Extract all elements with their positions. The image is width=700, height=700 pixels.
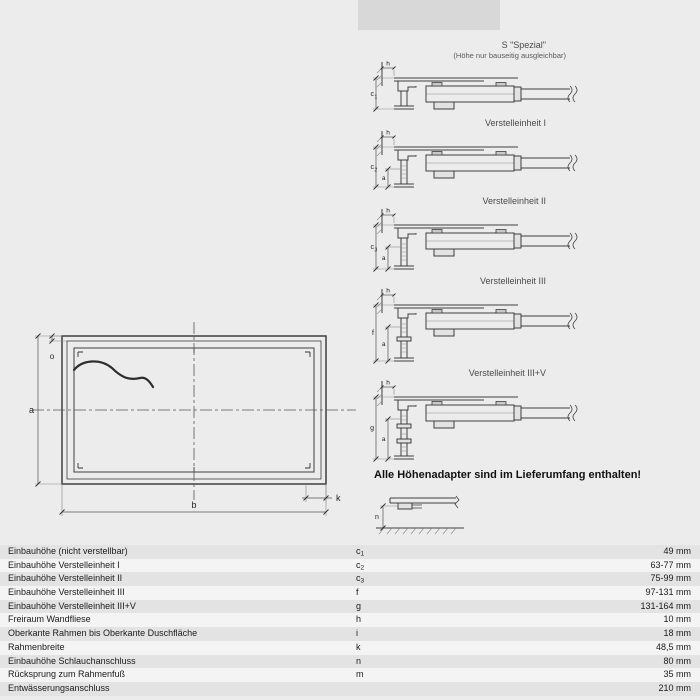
- included-note: Alle Höhenadapter sind im Lieferumfang enthalten!: [374, 469, 642, 481]
- top-shading: [358, 0, 500, 30]
- spec-row: [0, 627, 700, 641]
- spec-symbol: f: [356, 587, 359, 598]
- unit-label: Verstelleinheit III: [479, 276, 546, 286]
- spec-row: [0, 668, 700, 682]
- dim-label-sub: 1: [374, 94, 378, 101]
- spec-symbol: g: [356, 600, 362, 611]
- unit-label: Verstelleinheit III+V: [468, 368, 546, 378]
- dim-label-main: c: [370, 91, 374, 98]
- spec-label: Einbauhöhe Verstelleinheit III: [8, 587, 125, 598]
- dim-label-a: a: [381, 175, 386, 182]
- section-drawing: [368, 207, 623, 273]
- spec-symbol: m: [356, 669, 364, 680]
- spec-value: 48,5 mm: [655, 641, 691, 652]
- spec-value: 35 mm: [663, 669, 691, 680]
- spec-row: [0, 572, 700, 586]
- section-verstelleinheit-1: [368, 118, 624, 196]
- dim-label-n: n: [375, 514, 379, 521]
- spec-label: Freiraum Wandfliese: [8, 614, 91, 625]
- spec-symbol: c1: [356, 546, 365, 558]
- spec-label: Einbauhöhe Verstelleinheit II: [8, 573, 123, 584]
- spec-label: Einbauhöhe Schlauchanschluss: [8, 655, 136, 666]
- spec-label: Oberkante Rahmen bis Oberkante Duschfläche: [8, 628, 198, 639]
- dimension-foot: [385, 167, 401, 190]
- section-drawing: [368, 129, 623, 191]
- dimension-height: [370, 76, 394, 112]
- spec-row: [0, 586, 700, 600]
- spec-value: 97-131 mm: [645, 587, 691, 598]
- dim-label-o: o: [49, 352, 55, 361]
- spec-value: 75-99 mm: [650, 573, 691, 584]
- dimension-n: [380, 504, 398, 531]
- center-lines: [32, 322, 356, 500]
- spec-symbol: n: [356, 655, 362, 666]
- unit-label: Verstelleinheit II: [482, 196, 546, 206]
- dim-label-a: a: [29, 405, 35, 415]
- spec-symbol: c2: [356, 559, 365, 572]
- spec-value: 80 mm: [663, 655, 691, 666]
- dim-label-main: f: [372, 330, 374, 337]
- dim-label-h: h: [386, 60, 390, 68]
- spec-value: 10 mm: [663, 614, 691, 625]
- spec-row: [0, 655, 700, 669]
- spec-label: Einbauhöhe (nicht verstellbar): [8, 546, 128, 556]
- adjustable-foot: [394, 318, 414, 361]
- section-drawing: [368, 287, 623, 365]
- dim-label-a: a: [381, 436, 386, 443]
- frame-profile: [390, 496, 459, 509]
- dimension-height: [373, 303, 394, 364]
- spec-symbol: i: [356, 628, 358, 639]
- floor-line: [376, 528, 464, 534]
- dim-label-h: h: [386, 207, 390, 215]
- section-drawing: [368, 60, 623, 116]
- plan-view: [22, 318, 367, 530]
- fixed-foot: [394, 91, 414, 109]
- spec-table: [0, 545, 700, 696]
- spec-value: 49 mm: [663, 546, 691, 556]
- dim-label-h: h: [386, 379, 390, 387]
- section-drawing: [368, 379, 623, 463]
- spec-label: Rahmenbreite: [8, 641, 65, 652]
- section-verstelleinheit-3: [368, 276, 624, 370]
- adjustable-foot: [394, 410, 414, 459]
- hose-connection-drawing: [372, 488, 472, 538]
- section-verstelleinheit-2: [368, 196, 624, 278]
- dim-label-sub: 2: [374, 167, 378, 174]
- dim-label-sub: 3: [374, 247, 378, 254]
- spec-value: 210 mm: [658, 682, 691, 693]
- dimension-k: [302, 484, 332, 502]
- spec-row: [0, 613, 700, 627]
- spec-label: Einbauhöhe Verstelleinheit III+V: [8, 600, 136, 611]
- spec-row: [0, 545, 700, 559]
- dim-label-main: c: [370, 164, 374, 171]
- dimension-height: [373, 395, 394, 462]
- spec-symbol: c3: [356, 573, 365, 585]
- adjustable-foot: [394, 238, 414, 269]
- spec-symbol: [356, 682, 392, 696]
- spec-row: [0, 641, 700, 655]
- dim-label-main: c: [370, 244, 374, 251]
- dim-label-k: k: [336, 493, 341, 503]
- dim-label-h: h: [386, 287, 390, 295]
- dimension-foot: [385, 245, 401, 272]
- dim-label-main: g: [370, 425, 374, 432]
- dim-label-b: b: [191, 500, 197, 510]
- section-verstelleinheit-3v: [368, 368, 624, 468]
- unit-subtitle: (Höhe nur bauseitig ausgleichbar): [453, 51, 566, 60]
- spec-symbol: k: [356, 641, 361, 652]
- unit-label: Verstelleinheit I: [484, 118, 546, 128]
- dim-label-a: a: [381, 341, 386, 348]
- spec-value: 131-164 mm: [640, 600, 691, 611]
- spec-label: Entwässerungsanschluss: [8, 682, 110, 693]
- spec-value: 63-77 mm: [650, 559, 691, 570]
- spec-row: [0, 559, 700, 573]
- dim-label-a: a: [381, 255, 386, 262]
- dim-label-h: h: [386, 129, 390, 137]
- dimension-o: [49, 334, 67, 344]
- adjustable-foot: [394, 160, 414, 187]
- section-s-spezial: [368, 40, 624, 121]
- drain-hose: [74, 361, 153, 387]
- unit-label: S "Spezial": [501, 40, 546, 50]
- spec-label: Einbauhöhe Verstelleinheit I: [8, 559, 120, 570]
- spec-row: [0, 600, 700, 614]
- spec-symbol: h: [356, 614, 362, 625]
- spec-label: Rücksprung zum Rahmenfuß: [8, 669, 126, 680]
- spec-value: 18 mm: [663, 628, 691, 639]
- spec-row: [0, 682, 700, 696]
